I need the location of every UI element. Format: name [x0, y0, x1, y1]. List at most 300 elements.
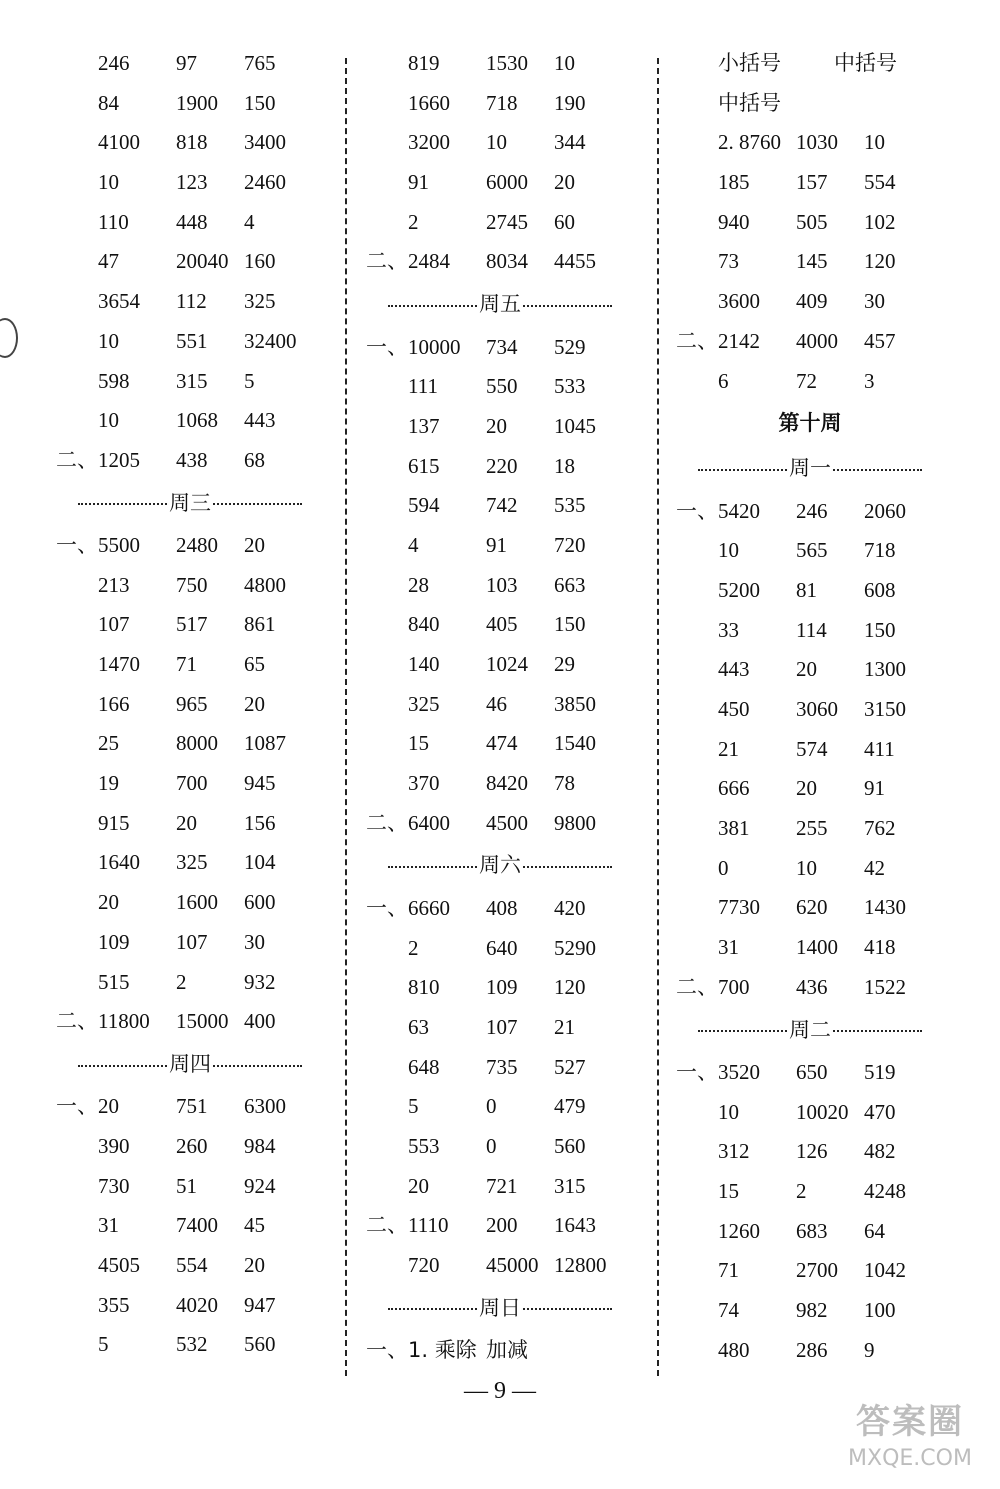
answer-value: 1110 — [408, 1213, 449, 1238]
answer-value: 381 — [718, 816, 750, 841]
day-label: 周三 — [169, 490, 211, 515]
answer-value: 683 — [796, 1218, 828, 1243]
answer-value: 150 — [554, 612, 586, 637]
answer-value: 700 — [718, 974, 750, 999]
answer-row — [56, 843, 324, 883]
answer-value: 1600 — [176, 890, 218, 915]
answer-value: 6660 — [408, 895, 450, 920]
answer-value: 915 — [98, 810, 130, 835]
watermark-title: 答案圈 — [856, 1402, 964, 1442]
answer-value: 28 — [408, 572, 429, 597]
answer-row — [366, 84, 634, 124]
answer-value: 554 — [864, 170, 896, 195]
answer-value: 81 — [796, 577, 817, 602]
answer-row — [676, 1251, 944, 1291]
answer-value: 2 — [408, 209, 419, 234]
answer-value: 47 — [98, 249, 119, 274]
question-number: 一、 — [366, 895, 408, 920]
answer-value: 390 — [98, 1133, 130, 1158]
answer-row — [366, 566, 634, 606]
answer-row — [676, 849, 944, 889]
answer-row — [676, 888, 944, 928]
answer-row — [366, 163, 634, 203]
answer-value: 750 — [176, 572, 208, 597]
answer-value: 560 — [244, 1332, 276, 1357]
answer-value: 0 — [486, 1133, 497, 1158]
answer-row — [366, 367, 634, 407]
answer-value: 91 — [486, 532, 507, 557]
answer-value: 551 — [176, 328, 208, 353]
answer-value: 31 — [98, 1213, 119, 1238]
answer-value: 533 — [554, 374, 586, 399]
answer-value: 120 — [554, 975, 586, 1000]
answer-value: 762 — [864, 816, 896, 841]
day-label: 周日 — [479, 1295, 521, 1320]
answer-value: 3520 — [718, 1059, 760, 1084]
answer-value: 18 — [554, 453, 575, 478]
day-label: 周二 — [789, 1017, 831, 1042]
answer-value: 2 — [408, 935, 419, 960]
answer-row — [366, 605, 634, 645]
answer-value: 4455 — [554, 249, 596, 274]
answer-value: 1024 — [486, 652, 528, 677]
answer-value: 535 — [554, 493, 586, 518]
answer-value: 810 — [408, 975, 440, 1000]
answer-value: 190 — [554, 90, 586, 115]
answer-row — [676, 282, 944, 322]
answer-value: 819 — [408, 51, 440, 75]
answer-row — [366, 526, 634, 566]
answer-row — [56, 526, 324, 566]
answer-value: 418 — [864, 935, 896, 960]
question-number: 一、 — [366, 334, 408, 359]
answer-value: 666 — [718, 776, 750, 801]
answer-value: 663 — [554, 572, 586, 597]
answer-value: 260 — [176, 1133, 208, 1158]
answer-row — [56, 441, 324, 481]
answer-row — [366, 44, 634, 84]
answer-value: 78 — [554, 771, 575, 796]
answer-value: 140 — [408, 652, 440, 677]
answer-value: 4 — [244, 209, 255, 234]
column-divider-2 — [657, 58, 659, 1376]
answer-value: 11800 — [98, 1009, 150, 1034]
week-heading: 第十周 — [778, 411, 842, 436]
answer-row — [56, 883, 324, 923]
answer-row — [366, 1167, 634, 1207]
answer-value: 156 — [244, 810, 276, 835]
answer-row — [366, 724, 634, 764]
answer-value: 554 — [176, 1253, 208, 1278]
answer-value: 720 — [554, 532, 586, 557]
answer-value: 10000 — [408, 334, 461, 359]
answer-value: 220 — [486, 453, 518, 478]
answer-row — [676, 242, 944, 282]
answer-value: 940 — [718, 209, 750, 234]
answer-value: 519 — [864, 1059, 896, 1084]
answer-value: 517 — [176, 612, 208, 637]
answer-value: 355 — [98, 1292, 130, 1317]
answer-value: 286 — [796, 1337, 828, 1362]
answer-value: 103 — [486, 572, 518, 597]
answer-row — [676, 1172, 944, 1212]
question-number: 二、 — [366, 810, 408, 835]
answer-row — [676, 1132, 944, 1172]
answer-text-row — [676, 44, 944, 84]
answer-value: 1087 — [244, 731, 286, 756]
answer-value: 720 — [408, 1253, 440, 1278]
answer-row — [56, 1286, 324, 1326]
answer-row — [56, 84, 324, 124]
answer-row — [56, 203, 324, 243]
page-number: — 9 — — [464, 1378, 536, 1404]
answer-value: 700 — [176, 771, 208, 796]
answer-value: 470 — [864, 1099, 896, 1124]
answer-value: 718 — [864, 538, 896, 563]
answer-value: 45 — [244, 1213, 265, 1238]
answer-row — [676, 611, 944, 651]
answer-value: 6000 — [486, 170, 528, 195]
day-label: 周六 — [479, 853, 521, 878]
answer-value: 5 — [98, 1332, 109, 1357]
answer-value: 107 — [176, 929, 208, 954]
answer-value: 965 — [176, 691, 208, 716]
answer-value: 20 — [796, 776, 817, 801]
answer-value: 2 — [796, 1178, 807, 1203]
answer-value: 1205 — [98, 447, 140, 472]
answer-value: 4800 — [244, 572, 286, 597]
answer-value: 718 — [486, 90, 518, 115]
answer-value: 2700 — [796, 1258, 838, 1283]
day-section-header — [56, 481, 324, 526]
answer-value: 3060 — [796, 697, 838, 722]
answer-row — [676, 809, 944, 849]
answer-value: 945 — [244, 771, 276, 796]
answer-value: 370 — [408, 771, 440, 796]
answer-value: 1522 — [864, 974, 906, 999]
answer-value: 30 — [864, 289, 885, 314]
answer-row — [366, 1127, 634, 1167]
answer-value: 20 — [554, 170, 575, 195]
answer-value: 10 — [98, 408, 119, 433]
answer-row — [56, 163, 324, 203]
watermark-logo — [830, 1400, 990, 1480]
answer-value: 2745 — [486, 209, 528, 234]
answer-column-1 — [56, 44, 324, 1365]
answer-value: 72 — [796, 368, 817, 393]
question-number: 一、 — [56, 532, 98, 557]
answer-value: 450 — [718, 697, 750, 722]
answer-value: 200 — [486, 1213, 518, 1238]
answer-value: 10 — [554, 51, 575, 75]
answer-value: 448 — [176, 209, 208, 234]
answer-value: 984 — [244, 1133, 276, 1158]
answer-value: 1400 — [796, 935, 838, 960]
question-number: 二、 — [56, 1009, 98, 1034]
answer-value: 560 — [554, 1133, 586, 1158]
answer-value: 21 — [718, 736, 739, 761]
answer-value: 574 — [796, 736, 828, 761]
answer-value: 1540 — [554, 731, 596, 756]
answer-value: 443 — [244, 408, 276, 433]
answer-value: 924 — [244, 1173, 276, 1198]
answer-value: 10 — [486, 130, 507, 155]
answer-value: 145 — [796, 249, 828, 274]
answer-value: 120 — [864, 249, 896, 274]
answer-value: 109 — [98, 929, 130, 954]
answer-value: 12800 — [554, 1253, 607, 1278]
answer-value: 5 — [408, 1094, 419, 1119]
answer-value: 114 — [796, 617, 827, 642]
answer-value: 15000 — [176, 1009, 229, 1034]
answer-row — [56, 605, 324, 645]
answer-value: 20 — [176, 810, 197, 835]
answer-value: 42 — [864, 855, 885, 880]
answer-value: 982 — [796, 1298, 828, 1323]
answer-value: 109 — [486, 975, 518, 1000]
answer-row — [366, 447, 634, 487]
answer-value: 480 — [718, 1337, 750, 1362]
answer-value: 615 — [408, 453, 440, 478]
answer-value: 166 — [98, 691, 130, 716]
answer-value: 65 — [244, 652, 265, 677]
answer-row — [56, 1087, 324, 1127]
answer-row — [366, 645, 634, 685]
answer-row — [366, 968, 634, 1008]
answer-value: 255 — [796, 816, 828, 841]
answer-value: 1300 — [864, 657, 906, 682]
answer-value: 111 — [408, 374, 438, 399]
answer-value: 25 — [98, 731, 119, 756]
answer-row — [676, 1053, 944, 1093]
answer-value: 20 — [486, 413, 507, 438]
answer-value: 71 — [718, 1258, 739, 1283]
answer-value: 594 — [408, 493, 440, 518]
answer-value: 51 — [176, 1173, 197, 1198]
answer-text: 小括号 — [718, 51, 781, 75]
binding-mark — [0, 318, 18, 358]
answer-value: 650 — [796, 1059, 828, 1084]
answer-row — [676, 1093, 944, 1133]
day-label: 周五 — [479, 292, 521, 317]
answer-value: 325 — [244, 289, 276, 314]
answer-value: 74 — [718, 1298, 739, 1323]
answer-value: 60 — [554, 209, 575, 234]
answer-value: 608 — [864, 577, 896, 602]
answer-value: 2484 — [408, 249, 450, 274]
answer-text-row — [366, 1331, 634, 1371]
answer-value: 137 — [408, 413, 440, 438]
answer-row — [676, 322, 944, 362]
answer-value: 648 — [408, 1054, 440, 1079]
answer-row — [676, 203, 944, 243]
answer-text: 一、1. 乘除 — [366, 1338, 477, 1363]
answer-row — [56, 764, 324, 804]
answer-value: 10 — [864, 130, 885, 155]
answer-row — [366, 764, 634, 804]
answer-value: 3150 — [864, 697, 906, 722]
answer-row — [366, 1246, 634, 1286]
answer-value: 436 — [796, 974, 828, 999]
answer-value: 1643 — [554, 1213, 596, 1238]
question-number: 二、 — [366, 1213, 408, 1238]
answer-value: 479 — [554, 1094, 586, 1119]
answer-value: 600 — [244, 890, 276, 915]
answer-row — [676, 928, 944, 968]
answer-value: 515 — [98, 969, 130, 994]
answer-value: 107 — [98, 612, 130, 637]
answer-value: 1640 — [98, 850, 140, 875]
answer-value: 160 — [244, 249, 276, 274]
answer-value: 840 — [408, 612, 440, 637]
day-section-header — [676, 446, 944, 491]
answer-value: 1045 — [554, 413, 596, 438]
answer-value: 947 — [244, 1292, 276, 1317]
question-number: 二、 — [676, 974, 718, 999]
answer-value: 3 — [864, 368, 875, 393]
answer-row — [56, 923, 324, 963]
day-section-header — [366, 843, 634, 888]
answer-row — [56, 724, 324, 764]
answer-value: 818 — [176, 130, 208, 155]
answer-row — [366, 407, 634, 447]
answer-value: 246 — [98, 51, 130, 75]
answer-value: 64 — [864, 1218, 885, 1243]
answer-row — [56, 1246, 324, 1286]
answer-value: 734 — [486, 334, 518, 359]
answer-value: 97 — [176, 51, 197, 75]
answer-row — [676, 1212, 944, 1252]
answer-row — [366, 1048, 634, 1088]
answer-row — [56, 1325, 324, 1365]
answer-value: 20 — [408, 1173, 429, 1198]
answer-value: 344 — [554, 130, 586, 155]
answer-value: 5 — [244, 368, 255, 393]
answer-row — [676, 362, 944, 402]
answer-value: 68 — [244, 447, 265, 472]
answer-value: 157 — [796, 170, 828, 195]
answer-value: 84 — [98, 90, 119, 115]
answer-row — [56, 804, 324, 844]
answer-value: 325 — [176, 850, 208, 875]
answer-value: 3654 — [98, 289, 140, 314]
answer-value: 5200 — [718, 577, 760, 602]
answer-value: 150 — [244, 90, 276, 115]
answer-value: 721 — [486, 1173, 518, 1198]
answer-row — [56, 282, 324, 322]
question-number: 二、 — [366, 249, 408, 274]
answer-value: 598 — [98, 368, 130, 393]
question-number: 一、 — [56, 1094, 98, 1119]
answer-value: 3850 — [554, 691, 596, 716]
answer-row — [366, 804, 634, 844]
answer-value: 420 — [554, 895, 586, 920]
answer-value: 0 — [486, 1094, 497, 1119]
answer-value: 3400 — [244, 130, 286, 155]
answer-row — [676, 1291, 944, 1331]
answer-value: 185 — [718, 170, 750, 195]
answer-value: 10 — [796, 855, 817, 880]
answer-row — [676, 769, 944, 809]
answer-value: 443 — [718, 657, 750, 682]
answer-value: 15 — [718, 1178, 739, 1203]
answer-row — [56, 362, 324, 402]
answer-value: 1430 — [864, 895, 906, 920]
answer-value: 150 — [864, 617, 896, 642]
answer-value: 9 — [864, 1337, 875, 1362]
answer-value: 5290 — [554, 935, 596, 960]
answer-row — [56, 645, 324, 685]
answer-value: 411 — [864, 736, 895, 761]
day-label: 周四 — [169, 1051, 211, 1076]
answer-value: 20 — [244, 532, 265, 557]
answer-value: 312 — [718, 1139, 750, 1164]
answer-row — [56, 1127, 324, 1167]
answer-value: 7730 — [718, 895, 760, 920]
answer-value: 553 — [408, 1133, 440, 1158]
answer-value: 2060 — [864, 498, 906, 523]
answer-value: 325 — [408, 691, 440, 716]
answer-value: 10 — [98, 170, 119, 195]
answer-value: 505 — [796, 209, 828, 234]
answer-row — [676, 492, 944, 532]
answer-value: 482 — [864, 1139, 896, 1164]
answer-row — [56, 242, 324, 282]
answer-value: 102 — [864, 209, 896, 234]
answer-value: 751 — [176, 1094, 208, 1119]
answer-text: 中括号 — [718, 90, 781, 115]
answer-value: 1260 — [718, 1218, 760, 1243]
answer-value: 73 — [718, 249, 739, 274]
answer-text: 加减 — [486, 1338, 528, 1363]
answer-value: 409 — [796, 289, 828, 314]
answer-value: 640 — [486, 935, 518, 960]
answer-value: 6 — [718, 368, 729, 393]
answer-value: 742 — [486, 493, 518, 518]
answer-row — [56, 1002, 324, 1042]
answer-value: 438 — [176, 447, 208, 472]
answer-value: 2480 — [176, 532, 218, 557]
answer-row — [366, 929, 634, 969]
answer-value: 532 — [176, 1332, 208, 1357]
answer-row — [56, 685, 324, 725]
question-number: 二、 — [56, 447, 98, 472]
day-section-header — [366, 282, 634, 327]
answer-row — [366, 1206, 634, 1246]
answer-value: 1068 — [176, 408, 218, 433]
answer-value: 20 — [98, 1094, 119, 1119]
answer-value: 8034 — [486, 249, 528, 274]
answer-value: 735 — [486, 1054, 518, 1079]
answer-value: 1660 — [408, 90, 450, 115]
answer-value: 20 — [796, 657, 817, 682]
answer-value: 5420 — [718, 498, 760, 523]
question-number: 一、 — [676, 1059, 718, 1084]
answer-value: 400 — [244, 1009, 276, 1034]
answer-value: 932 — [244, 969, 276, 994]
question-number: 一、 — [676, 498, 718, 523]
answer-row — [56, 44, 324, 84]
answer-value: 405 — [486, 612, 518, 637]
answer-value: 30 — [244, 929, 265, 954]
answer-row — [676, 1331, 944, 1371]
answer-row — [676, 163, 944, 203]
answer-value: 408 — [486, 895, 518, 920]
answer-value: 1530 — [486, 51, 528, 75]
answer-value: 213 — [98, 572, 130, 597]
answer-value: 126 — [796, 1139, 828, 1164]
day-section-header — [676, 1008, 944, 1053]
